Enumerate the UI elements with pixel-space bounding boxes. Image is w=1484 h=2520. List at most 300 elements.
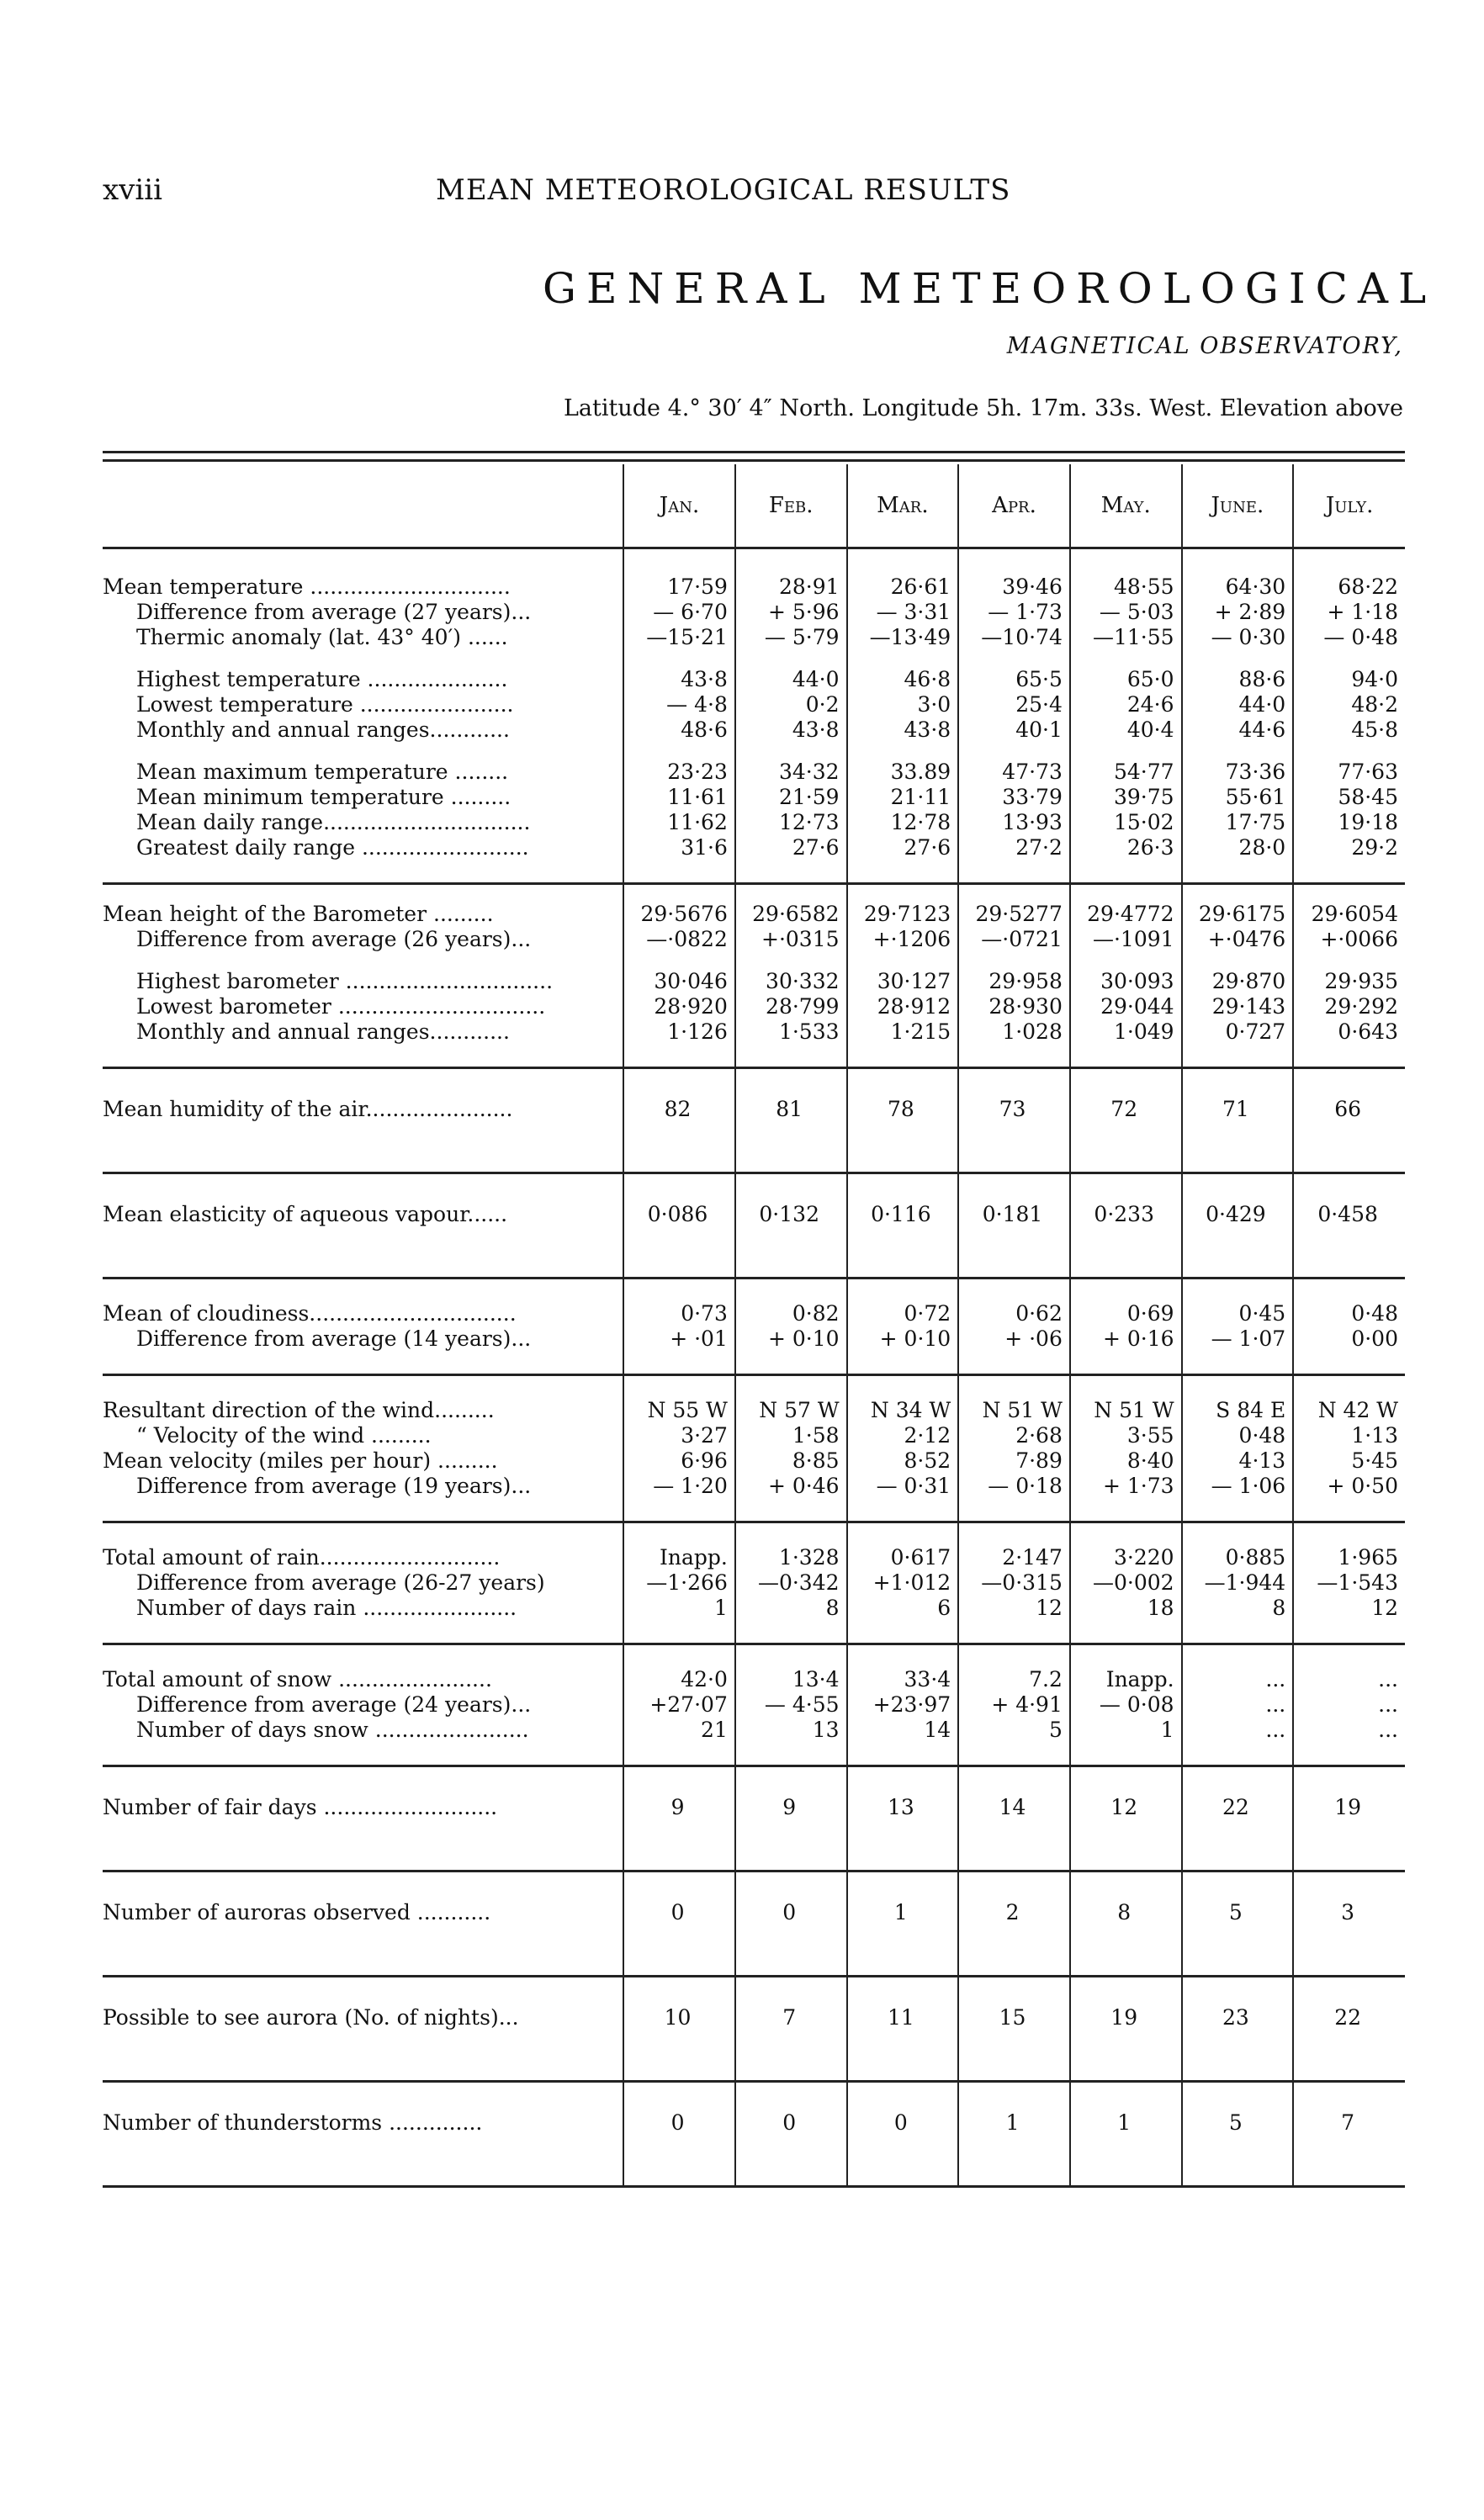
value-jan: 43·8 <box>623 667 735 692</box>
group-separator <box>103 1150 1405 1173</box>
value-feb: 8 <box>735 1596 847 1621</box>
group-separator-cell <box>103 1150 623 1173</box>
group-separator-cell <box>1182 1499 1294 1522</box>
value-feb: 0 <box>735 2082 847 2164</box>
row-label: Mean daily range............................... <box>136 810 531 834</box>
value-june: 0·48 <box>1182 1423 1294 1448</box>
value-may: 30·093 <box>1070 969 1182 994</box>
value-jan: 48·6 <box>623 717 735 743</box>
value-july: + 0·50 <box>1293 1474 1405 1499</box>
value-july: 77·63 <box>1293 760 1405 785</box>
row-label: Total amount of rain........................... <box>103 1545 501 1570</box>
table-row-temp-range <box>103 717 1405 743</box>
table-row-humidity <box>103 1068 1405 1151</box>
value-may: — 0·08 <box>1070 1692 1182 1718</box>
value-mar: 1·215 <box>847 1019 959 1045</box>
value-july: 48·2 <box>1293 692 1405 717</box>
table-row-lowest-temp <box>103 692 1405 717</box>
value-june: 29·143 <box>1182 994 1294 1019</box>
group-separator <box>103 860 1405 884</box>
value-feb: 8·85 <box>735 1448 847 1474</box>
value-may: 65·0 <box>1070 667 1182 692</box>
value-may: 72 <box>1070 1068 1182 1151</box>
group-separator-cell <box>1182 2163 1294 2187</box>
value-july: + 1·18 <box>1293 600 1405 625</box>
group-gap-cell <box>1070 743 1182 760</box>
value-june: 5 <box>1182 1871 1294 1954</box>
value-mar: 3·0 <box>847 692 959 717</box>
value-june: — 1·06 <box>1182 1474 1294 1499</box>
value-may: 3·220 <box>1070 1522 1182 1571</box>
row-label: Mean humidity of the air...................... <box>103 1097 513 1121</box>
group-gap-cell <box>103 650 623 667</box>
group-separator-cell <box>735 1621 847 1644</box>
value-jan: Inapp. <box>623 1522 735 1571</box>
value-mar: 2·12 <box>847 1423 959 1448</box>
value-apr: 0·181 <box>958 1173 1070 1256</box>
value-jan: 30·046 <box>623 969 735 994</box>
table-row-temp-diff <box>103 600 1405 625</box>
value-june: 23 <box>1182 1977 1294 2059</box>
table-row-thunderstorms <box>103 2082 1405 2164</box>
value-jan: —1·266 <box>623 1570 735 1596</box>
value-may: —11·55 <box>1070 625 1182 650</box>
value-july: — 0·48 <box>1293 625 1405 650</box>
meteorological-table <box>103 464 1405 2188</box>
value-feb: 29·6582 <box>735 884 847 928</box>
row-label: Difference from average (14 years)... <box>136 1326 532 1351</box>
group-separator-cell <box>623 1255 735 1279</box>
value-july: 19 <box>1293 1766 1405 1849</box>
value-jan: — 6·70 <box>623 600 735 625</box>
value-july: 19·18 <box>1293 810 1405 835</box>
value-jan: +27·07 <box>623 1692 735 1718</box>
value-jan: 17·59 <box>623 548 735 601</box>
value-mar: + 0·10 <box>847 1326 959 1352</box>
group-separator-cell <box>1070 1045 1182 1068</box>
value-may: 12 <box>1070 1766 1182 1849</box>
group-separator-cell <box>623 1848 735 1871</box>
table-subtitle: MAGNETICAL OBSERVATORY, <box>1006 333 1403 359</box>
row-label: Monthly and annual ranges............ <box>136 1019 510 1044</box>
value-jan: —·0822 <box>623 927 735 952</box>
value-june: ... <box>1182 1718 1294 1743</box>
group-separator-cell <box>847 1255 959 1279</box>
value-apr: 39·46 <box>958 548 1070 601</box>
group-separator-cell <box>735 1953 847 1977</box>
value-feb: — 5·79 <box>735 625 847 650</box>
value-jan: — 1·20 <box>623 1474 735 1499</box>
group-separator-cell <box>1293 1621 1405 1644</box>
group-separator-cell <box>735 1499 847 1522</box>
value-july: 1·965 <box>1293 1522 1405 1571</box>
table-row-rain-days <box>103 1596 1405 1621</box>
value-may: 8·40 <box>1070 1448 1182 1474</box>
group-separator-cell <box>1070 1150 1182 1173</box>
group-separator-cell <box>735 1045 847 1068</box>
value-jan: 0·086 <box>623 1173 735 1256</box>
group-gap-cell <box>623 743 735 760</box>
group-separator-cell <box>735 1848 847 1871</box>
group-separator-cell <box>735 1255 847 1279</box>
value-apr: N 51 W <box>958 1375 1070 1424</box>
group-gap-cell <box>1070 952 1182 969</box>
month-header-june: June. <box>1182 464 1294 548</box>
value-apr: 1 <box>958 2082 1070 2164</box>
row-label: Resultant direction of the wind......... <box>103 1398 495 1422</box>
value-apr: 15 <box>958 1977 1070 2059</box>
row-label: Mean velocity (miles per hour) ......... <box>103 1448 498 1473</box>
table-row-mean-temp <box>103 548 1405 601</box>
value-feb: 13 <box>735 1718 847 1743</box>
value-june: 29·6175 <box>1182 884 1294 928</box>
group-separator-cell <box>623 860 735 884</box>
value-june: 29·870 <box>1182 969 1294 994</box>
value-june: 4·13 <box>1182 1448 1294 1474</box>
value-apr: 29·958 <box>958 969 1070 994</box>
value-jan: 29·5676 <box>623 884 735 928</box>
value-jan: —15·21 <box>623 625 735 650</box>
value-july: ... <box>1293 1644 1405 1693</box>
table-body <box>103 548 1405 2187</box>
value-may: 18 <box>1070 1596 1182 1621</box>
table-row-wind-dir <box>103 1375 1405 1424</box>
group-separator-cell <box>1070 1255 1182 1279</box>
group-separator-cell <box>847 1352 959 1375</box>
value-may: + 1·73 <box>1070 1474 1182 1499</box>
group-separator-cell <box>1182 1352 1294 1375</box>
value-feb: 81 <box>735 1068 847 1151</box>
group-separator-cell <box>1182 860 1294 884</box>
row-label: Lowest temperature ....................... <box>136 692 514 717</box>
value-mar: 21·11 <box>847 785 959 810</box>
row-label: Number of days snow ....................... <box>136 1718 529 1742</box>
group-separator-cell <box>623 1045 735 1068</box>
group-separator-cell <box>623 1150 735 1173</box>
value-july: +·0066 <box>1293 927 1405 952</box>
table-row-mean-vel <box>103 1448 1405 1474</box>
table-row-baro-range <box>103 1019 1405 1045</box>
value-mar: 8·52 <box>847 1448 959 1474</box>
group-separator-cell <box>1182 1150 1294 1173</box>
table-row-snow-diff <box>103 1692 1405 1718</box>
group-gap <box>103 743 1405 760</box>
table-row-auroras <box>103 1871 1405 1954</box>
value-feb: N 57 W <box>735 1375 847 1424</box>
table-row-cloud-diff <box>103 1326 1405 1352</box>
group-separator-cell <box>1070 1352 1182 1375</box>
group-gap-cell <box>847 952 959 969</box>
group-separator-cell <box>1293 1255 1405 1279</box>
group-separator-cell <box>958 1150 1070 1173</box>
value-may: 1 <box>1070 2082 1182 2164</box>
value-june: —1·944 <box>1182 1570 1294 1596</box>
value-apr: 5 <box>958 1718 1070 1743</box>
header-blank <box>103 464 623 548</box>
group-separator <box>103 1499 1405 1522</box>
value-feb: + 5·96 <box>735 600 847 625</box>
value-apr: 25·4 <box>958 692 1070 717</box>
value-mar: 12·78 <box>847 810 959 835</box>
value-june: +·0476 <box>1182 927 1294 952</box>
group-separator-cell <box>103 860 623 884</box>
group-separator <box>103 1255 1405 1279</box>
value-feb: 28·799 <box>735 994 847 1019</box>
value-feb: — 4·55 <box>735 1692 847 1718</box>
value-july: 22 <box>1293 1977 1405 2059</box>
value-mar: 78 <box>847 1068 959 1151</box>
value-july: 1·13 <box>1293 1423 1405 1448</box>
value-apr: 7·89 <box>958 1448 1070 1474</box>
table-row-vel-diff <box>103 1474 1405 1499</box>
value-july: 3 <box>1293 1871 1405 1954</box>
value-feb: 1·58 <box>735 1423 847 1448</box>
group-separator-cell <box>1293 1045 1405 1068</box>
group-separator-cell <box>103 1621 623 1644</box>
group-gap-cell <box>1293 743 1405 760</box>
value-june: 64·30 <box>1182 548 1294 601</box>
group-gap-cell <box>1182 952 1294 969</box>
value-july: 45·8 <box>1293 717 1405 743</box>
value-july: 0·458 <box>1293 1173 1405 1256</box>
value-feb: 9 <box>735 1766 847 1849</box>
group-separator-cell <box>1182 1255 1294 1279</box>
value-jan: 0 <box>623 2082 735 2164</box>
table-title: GENERAL METEOROLOGICAL <box>543 264 1437 313</box>
value-jan: 10 <box>623 1977 735 2059</box>
group-separator-cell <box>103 1848 623 1871</box>
group-separator-cell <box>958 1499 1070 1522</box>
value-june: 17·75 <box>1182 810 1294 835</box>
value-mar: 26·61 <box>847 548 959 601</box>
value-june: 73·36 <box>1182 760 1294 785</box>
group-separator-cell <box>1070 2163 1182 2187</box>
value-feb: —0·342 <box>735 1570 847 1596</box>
month-header-jan: Jan. <box>623 464 735 548</box>
value-apr: 12 <box>958 1596 1070 1621</box>
value-june: 0·429 <box>1182 1173 1294 1256</box>
value-may: 26·3 <box>1070 835 1182 860</box>
value-jan: 31·6 <box>623 835 735 860</box>
group-separator <box>103 1045 1405 1068</box>
table-row-mean-daily-range <box>103 810 1405 835</box>
group-separator-cell <box>958 1255 1070 1279</box>
value-feb: 30·332 <box>735 969 847 994</box>
value-july: ... <box>1293 1718 1405 1743</box>
location-line: Latitude 4.° 30′ 4″ North. Longitude 5h. 17m. 33s. West. Elevation above <box>563 395 1403 421</box>
value-feb: 0 <box>735 1871 847 1954</box>
group-separator-cell <box>735 1150 847 1173</box>
value-mar: 28·912 <box>847 994 959 1019</box>
value-june: 0·885 <box>1182 1522 1294 1571</box>
group-separator <box>103 1743 1405 1766</box>
value-may: —0·002 <box>1070 1570 1182 1596</box>
group-separator-cell <box>103 1045 623 1068</box>
month-header-apr: Apr. <box>958 464 1070 548</box>
value-june: 22 <box>1182 1766 1294 1849</box>
value-may: 0·233 <box>1070 1173 1182 1256</box>
value-apr: + ·06 <box>958 1326 1070 1352</box>
table-row-rain-diff <box>103 1570 1405 1596</box>
value-june: 28·0 <box>1182 835 1294 860</box>
double-rule-top <box>103 451 1405 453</box>
value-mar: 33·4 <box>847 1644 959 1693</box>
group-separator-cell <box>623 1352 735 1375</box>
value-apr: — 1·73 <box>958 600 1070 625</box>
value-may: 24·6 <box>1070 692 1182 717</box>
group-separator-cell <box>1070 1499 1182 1522</box>
value-apr: 40·1 <box>958 717 1070 743</box>
group-separator-cell <box>847 1499 959 1522</box>
value-may: 19 <box>1070 1977 1182 2059</box>
group-gap-cell <box>623 650 735 667</box>
value-may: 29·044 <box>1070 994 1182 1019</box>
value-apr: —10·74 <box>958 625 1070 650</box>
value-may: 40·4 <box>1070 717 1182 743</box>
value-mar: +·1206 <box>847 927 959 952</box>
value-may: 48·55 <box>1070 548 1182 601</box>
value-june: — 1·07 <box>1182 1326 1294 1352</box>
group-separator-cell <box>735 1743 847 1766</box>
value-jan: 1 <box>623 1596 735 1621</box>
value-mar: 46·8 <box>847 667 959 692</box>
value-june: S 84 E <box>1182 1375 1294 1424</box>
value-feb: 44·0 <box>735 667 847 692</box>
group-separator-cell <box>847 2163 959 2187</box>
group-separator-cell <box>847 1743 959 1766</box>
table-row-snow <box>103 1644 1405 1693</box>
group-separator <box>103 2163 1405 2187</box>
group-separator-cell <box>1293 1743 1405 1766</box>
row-label: Total amount of snow ....................... <box>103 1667 492 1691</box>
group-separator-cell <box>1293 860 1405 884</box>
value-feb: 13·4 <box>735 1644 847 1693</box>
group-separator-cell <box>103 1953 623 1977</box>
group-gap-cell <box>1293 650 1405 667</box>
group-separator-cell <box>958 2163 1070 2187</box>
value-jan: 11·62 <box>623 810 735 835</box>
month-header-july: July. <box>1293 464 1405 548</box>
value-mar: 43·8 <box>847 717 959 743</box>
value-mar: 33.89 <box>847 760 959 785</box>
value-jan: 6·96 <box>623 1448 735 1474</box>
group-separator-cell <box>958 1352 1070 1375</box>
month-header-row <box>103 464 1405 548</box>
value-feb: 0·82 <box>735 1279 847 1327</box>
table-row-rain <box>103 1522 1405 1571</box>
value-june: ... <box>1182 1644 1294 1693</box>
row-label: Number of fair days .......................... <box>103 1795 498 1819</box>
value-mar: 6 <box>847 1596 959 1621</box>
value-apr: 73 <box>958 1068 1070 1151</box>
value-june: 55·61 <box>1182 785 1294 810</box>
group-gap-cell <box>1293 952 1405 969</box>
table-row-wind-vel <box>103 1423 1405 1448</box>
value-july: 29·2 <box>1293 835 1405 860</box>
group-gap-cell <box>1182 650 1294 667</box>
group-separator-cell <box>103 1352 623 1375</box>
value-may: 1·049 <box>1070 1019 1182 1045</box>
value-june: + 2·89 <box>1182 600 1294 625</box>
group-separator-cell <box>735 1352 847 1375</box>
group-gap <box>103 650 1405 667</box>
group-separator <box>103 1953 1405 1977</box>
value-feb: +·0315 <box>735 927 847 952</box>
group-separator-cell <box>1182 1621 1294 1644</box>
group-separator-cell <box>1070 1953 1182 1977</box>
value-may: 8 <box>1070 1871 1182 1954</box>
row-label: Mean of cloudiness............................... <box>103 1301 517 1326</box>
value-apr: —·0721 <box>958 927 1070 952</box>
value-may: 15·02 <box>1070 810 1182 835</box>
value-apr: + 4·91 <box>958 1692 1070 1718</box>
group-separator-cell <box>847 1953 959 1977</box>
group-separator-cell <box>1293 1499 1405 1522</box>
group-separator-cell <box>1293 1848 1405 1871</box>
group-separator-cell <box>103 1499 623 1522</box>
table-row-thermic <box>103 625 1405 650</box>
group-gap-cell <box>1182 743 1294 760</box>
value-june: 0·45 <box>1182 1279 1294 1327</box>
running-head: MEAN METEOROLOGICAL RESULTS <box>436 173 1011 207</box>
value-june: 44·0 <box>1182 692 1294 717</box>
month-header-feb: Feb. <box>735 464 847 548</box>
value-apr: 7.2 <box>958 1644 1070 1693</box>
value-may: N 51 W <box>1070 1375 1182 1424</box>
group-gap-cell <box>847 650 959 667</box>
row-label: Highest temperature ..................... <box>136 667 508 691</box>
month-header-may: May. <box>1070 464 1182 548</box>
value-jan: 3·27 <box>623 1423 735 1448</box>
table-row-highest-temp <box>103 667 1405 692</box>
value-jan: 23·23 <box>623 760 735 785</box>
value-mar: N 34 W <box>847 1375 959 1424</box>
row-label: Lowest barometer ............................... <box>136 994 546 1019</box>
value-mar: +1·012 <box>847 1570 959 1596</box>
value-mar: 0·72 <box>847 1279 959 1327</box>
value-feb: 28·91 <box>735 548 847 601</box>
value-july: 29·292 <box>1293 994 1405 1019</box>
group-gap <box>103 952 1405 969</box>
group-separator-cell <box>958 1848 1070 1871</box>
value-july: 0·48 <box>1293 1279 1405 1327</box>
group-separator-cell <box>847 1150 959 1173</box>
value-june: 0·727 <box>1182 1019 1294 1045</box>
value-mar: —13·49 <box>847 625 959 650</box>
value-jan: 0 <box>623 1871 735 1954</box>
row-label: Mean temperature .............................. <box>103 574 511 599</box>
group-separator-cell <box>1293 1150 1405 1173</box>
value-feb: 1·328 <box>735 1522 847 1571</box>
value-july: 29·935 <box>1293 969 1405 994</box>
value-june: 88·6 <box>1182 667 1294 692</box>
value-feb: 43·8 <box>735 717 847 743</box>
table-row-mean-max <box>103 760 1405 785</box>
value-july: 0·643 <box>1293 1019 1405 1045</box>
value-feb: 0·132 <box>735 1173 847 1256</box>
group-separator-cell <box>1070 860 1182 884</box>
value-feb: + 0·46 <box>735 1474 847 1499</box>
row-label: Mean elasticity of aqueous vapour...... <box>103 1202 508 1226</box>
table-row-mean-min <box>103 785 1405 810</box>
group-separator-cell <box>735 2163 847 2187</box>
value-mar: 0 <box>847 2082 959 2164</box>
group-gap-cell <box>735 743 847 760</box>
group-separator-cell <box>847 860 959 884</box>
value-mar: 13 <box>847 1766 959 1849</box>
row-label: Monthly and annual ranges............ <box>136 717 510 742</box>
row-label: Number of auroras observed ........... <box>103 1900 491 1924</box>
